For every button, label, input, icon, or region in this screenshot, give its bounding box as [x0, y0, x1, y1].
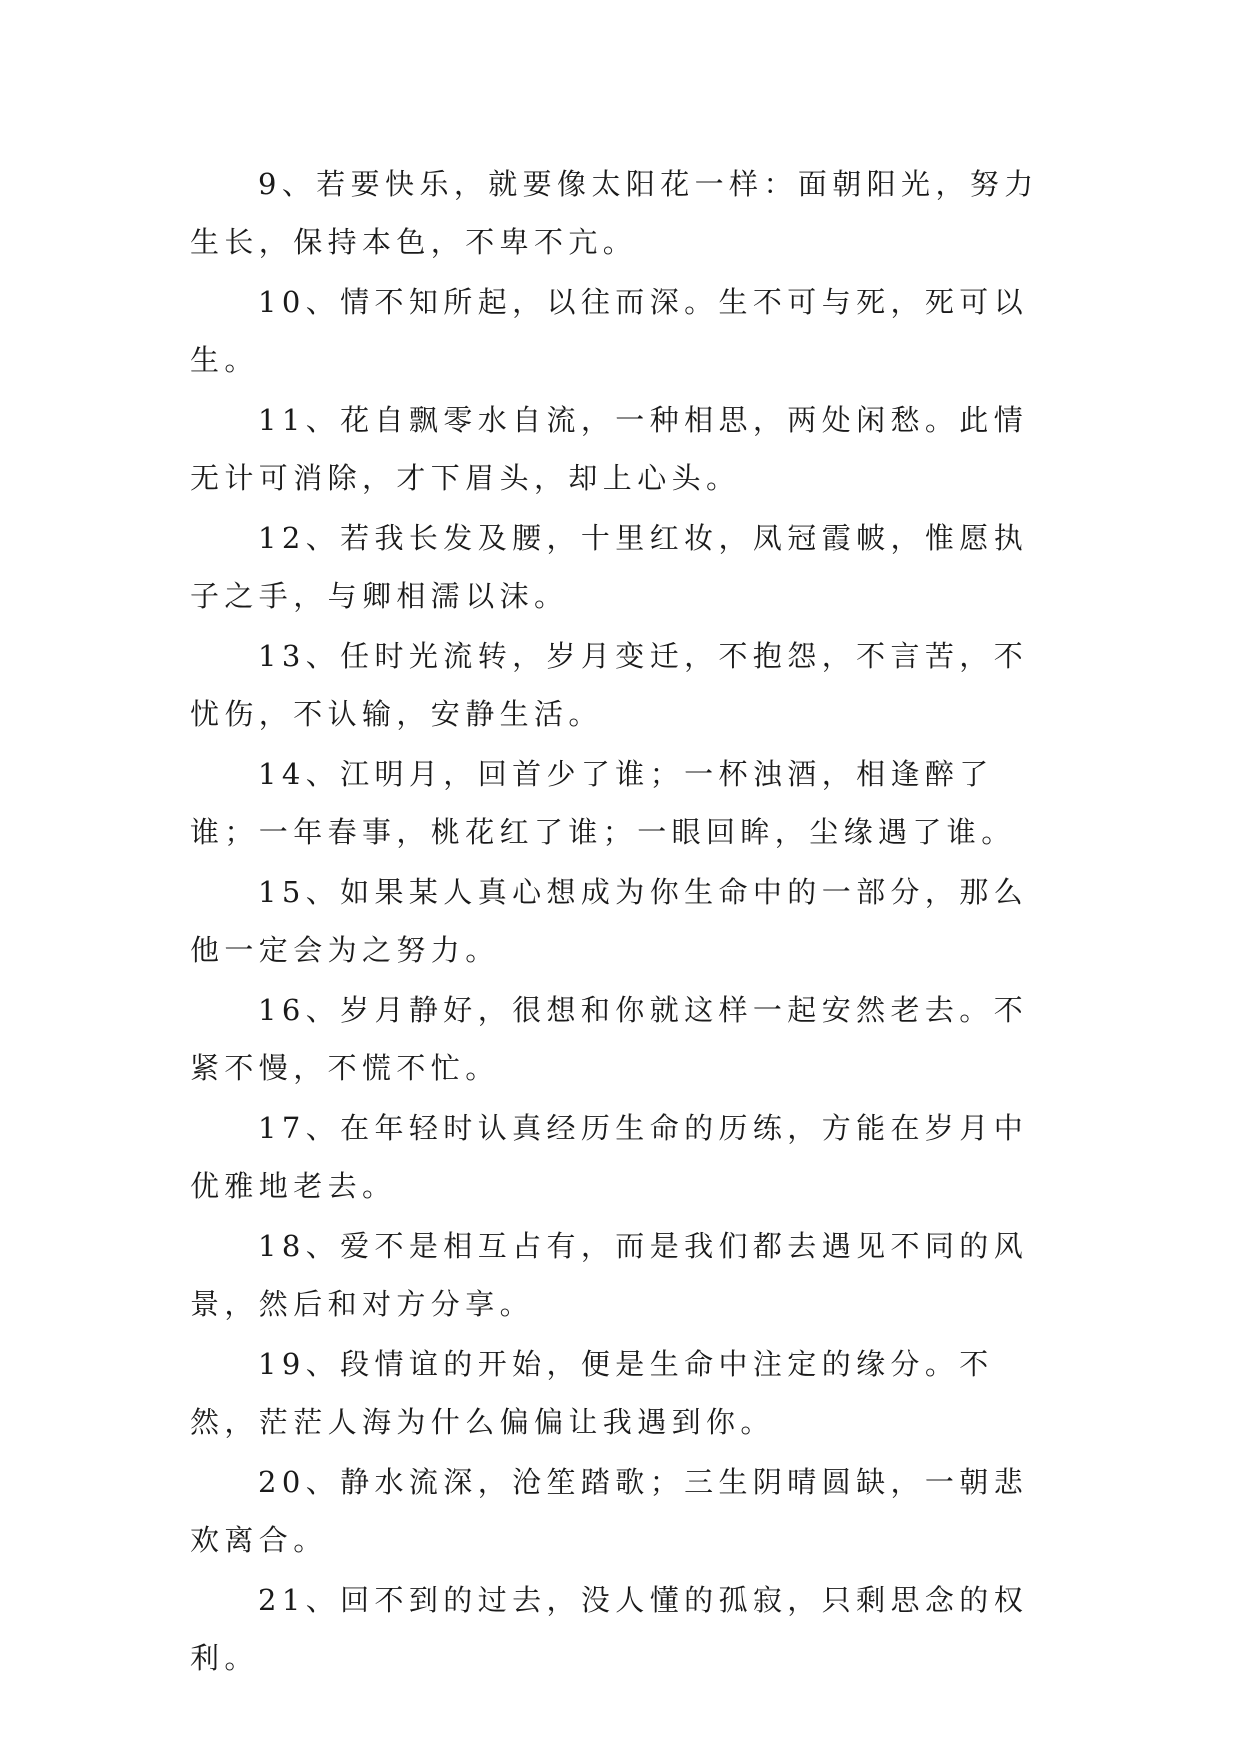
document-body	[190, 155, 1060, 1689]
paragraph-item-12: 12、若我长发及腰，十里红妆，凤冠霞帔，惟愿执子之手，与卿相濡以沫。	[190, 521, 1029, 613]
paragraph-item-13: 13、任时光流转，岁月变迁，不抱怨，不言苦，不忧伤，不认输，安静生活。	[190, 639, 1029, 731]
paragraph-item-21: 21、回不到的过去，没人懂的孤寂，只剩思念的权利。	[190, 1583, 1029, 1675]
paragraph-item-11: 11、花自飘零水自流，一种相思，两处闲愁。此情无计可消除，才下眉头，却上心头。	[190, 403, 1029, 495]
paragraph-item-16: 16、岁月静好，很想和你就这样一起安然老去。不紧不慢，不慌不忙。	[190, 993, 1029, 1085]
paragraph-item-17: 17、在年轻时认真经历生命的历练，方能在岁月中优雅地老去。	[190, 1111, 1029, 1203]
paragraph-item-15: 15、如果某人真心想成为你生命中的一部分，那么他一定会为之努力。	[190, 875, 1029, 967]
paragraph-item-14: 14、江明月，回首少了谁；一杯浊酒，相逢醉了谁；一年春事，桃花红了谁；一眼回眸，尘缘遇了谁。	[190, 757, 1016, 849]
paragraph-item-18: 18、爱不是相互占有，而是我们都去遇见不同的风景，然后和对方分享。	[190, 1229, 1029, 1321]
paragraph-item-9: 9、若要快乐，就要像太阳花一样：面朝阳光，努力生长，保持本色，不卑不亢。	[190, 167, 1039, 259]
paragraph-item-19: 19、段情谊的开始，便是生命中注定的缘分。不然，茫茫人海为什么偏偏让我遇到你。	[190, 1347, 994, 1439]
paragraph-item-20: 20、静水流深，沧笙踏歌；三生阴晴圆缺，一朝悲欢离合。	[190, 1465, 1029, 1557]
paragraph-item-10: 10、情不知所起，以往而深。生不可与死，死可以生。	[190, 285, 1029, 377]
